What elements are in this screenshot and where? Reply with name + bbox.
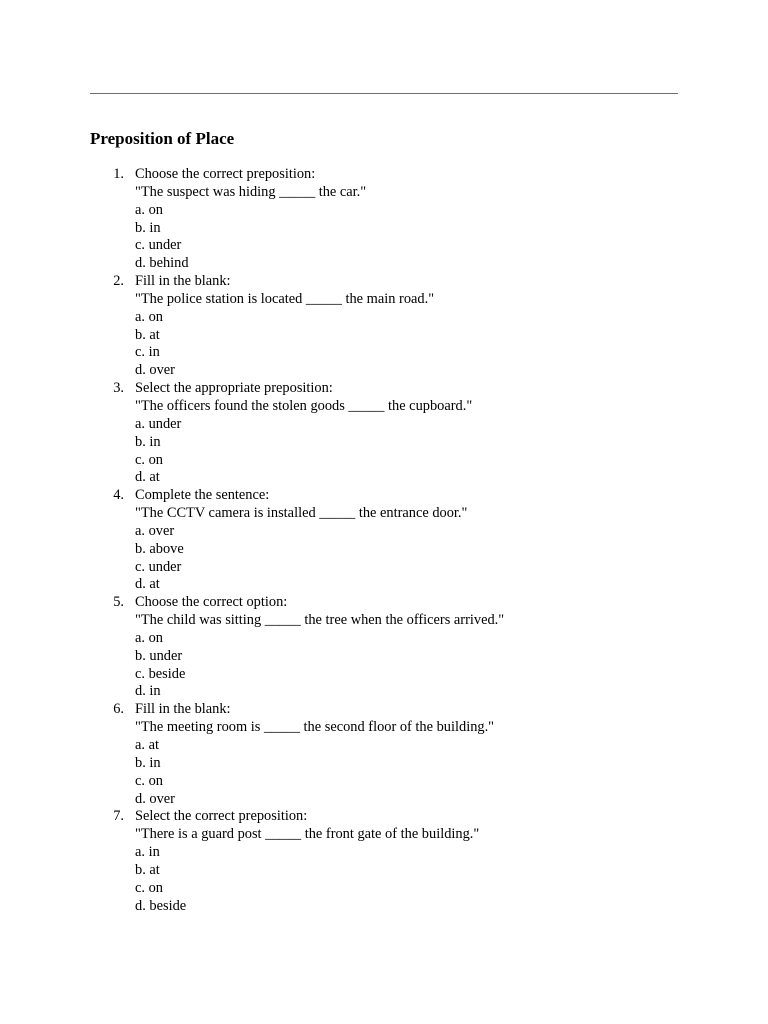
answer-option: b. at bbox=[135, 861, 160, 878]
answer-option: a. over bbox=[135, 522, 175, 539]
question-instruction: Select the appropriate preposition: bbox=[135, 380, 333, 397]
answer-option: c. in bbox=[135, 344, 160, 361]
answer-options bbox=[135, 416, 690, 487]
answer-option: d. over bbox=[135, 362, 175, 379]
question-sentence: "The CCTV camera is installed _____ the entrance door." bbox=[135, 505, 468, 522]
question-number: 3. bbox=[113, 380, 124, 397]
answer-options bbox=[135, 737, 690, 808]
answer-option: c. under bbox=[135, 237, 182, 254]
answer-option: b. in bbox=[135, 754, 161, 771]
answer-option: d. at bbox=[135, 469, 160, 486]
question-sentence: "The child was sitting _____ the tree when the officers arrived." bbox=[135, 612, 505, 629]
answer-option: b. at bbox=[135, 326, 160, 343]
answer-option: a. on bbox=[135, 629, 163, 646]
answer-option: d. behind bbox=[135, 255, 189, 272]
answer-options bbox=[135, 523, 690, 594]
question-sentence: "The suspect was hiding _____ the car." bbox=[135, 183, 367, 200]
answer-options bbox=[135, 630, 690, 701]
question-sentence: "The police station is located _____ the main road." bbox=[135, 290, 435, 307]
question-instruction: Fill in the blank: bbox=[135, 701, 231, 718]
question-number: 6. bbox=[113, 701, 124, 718]
answer-option: c. on bbox=[135, 772, 163, 789]
answer-option: a. on bbox=[135, 201, 163, 218]
answer-options bbox=[135, 202, 690, 273]
question-number: 4. bbox=[113, 487, 124, 504]
question-instruction: Choose the correct option: bbox=[135, 594, 288, 611]
question-instruction: Fill in the blank: bbox=[135, 273, 231, 290]
answer-option: d. over bbox=[135, 790, 175, 807]
question-number: 2. bbox=[113, 273, 124, 290]
answer-option: a. on bbox=[135, 308, 163, 325]
question-list bbox=[90, 166, 690, 915]
question-item bbox=[90, 166, 690, 273]
document-title: Preposition of Place bbox=[90, 129, 235, 148]
answer-option: c. on bbox=[135, 451, 163, 468]
answer-option: c. on bbox=[135, 879, 163, 896]
question-item bbox=[90, 594, 690, 701]
answer-option: d. beside bbox=[135, 897, 187, 914]
answer-option: a. in bbox=[135, 844, 160, 861]
question-sentence: "The meeting room is _____ the second floor of the building." bbox=[135, 719, 495, 736]
answer-option: b. in bbox=[135, 219, 161, 236]
question-instruction: Complete the sentence: bbox=[135, 487, 270, 504]
question-number: 1. bbox=[113, 166, 124, 182]
question-item bbox=[90, 487, 690, 594]
question-number: 7. bbox=[113, 808, 124, 825]
answer-option: d. in bbox=[135, 683, 161, 700]
answer-option: a. under bbox=[135, 415, 182, 432]
answer-option: b. in bbox=[135, 433, 161, 450]
question-number: 5. bbox=[113, 594, 124, 611]
question-item bbox=[90, 380, 690, 487]
question-instruction: Choose the correct preposition: bbox=[135, 166, 316, 182]
question-item bbox=[90, 273, 690, 380]
answer-option: d. at bbox=[135, 576, 160, 593]
answer-option: c. beside bbox=[135, 665, 186, 682]
question-instruction: Select the correct preposition: bbox=[135, 808, 308, 825]
answer-options bbox=[135, 844, 690, 915]
answer-options bbox=[135, 309, 690, 380]
question-item bbox=[90, 808, 690, 915]
question-sentence: "The officers found the stolen goods _____ the cupboard." bbox=[135, 397, 473, 414]
header-divider bbox=[90, 93, 678, 94]
question-sentence: "There is a guard post _____ the front gate of the building." bbox=[135, 826, 480, 843]
answer-option: c. under bbox=[135, 558, 182, 575]
answer-option: b. under bbox=[135, 647, 183, 664]
question-item bbox=[90, 701, 690, 808]
answer-option: b. above bbox=[135, 540, 184, 557]
answer-option: a. at bbox=[135, 737, 159, 753]
